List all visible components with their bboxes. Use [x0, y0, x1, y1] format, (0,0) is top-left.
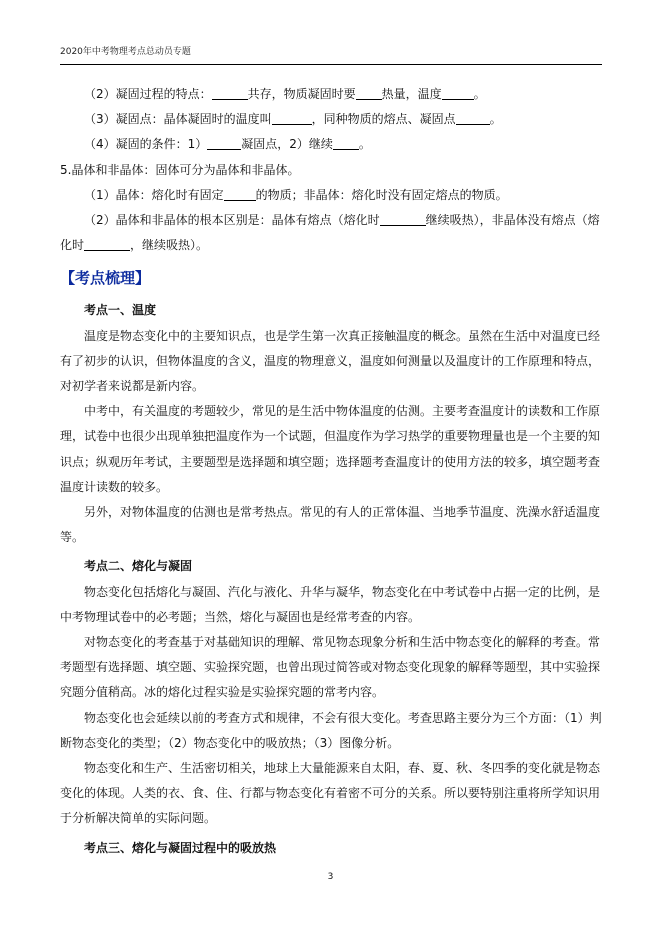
- fill-line-crystal-difference: [60, 208, 605, 258]
- text-segment: 。: [358, 137, 371, 152]
- text-segment: （2）凝固过程的特点：: [84, 87, 212, 101]
- fill-line-crystal-definition: [60, 183, 605, 208]
- answer-blank: [380, 211, 426, 226]
- answer-blank: [456, 110, 490, 125]
- topic-paragraph: 物态变化和生产、生活密切相关，地球上大量能源来自太阳，春、夏、秋、冬四季的变化就是物态变化的体现。人类的衣、食、住、行都与物态变化有着密不可分的关系。所以要特别注重将所学知识用于分析解决简单的实际问题。: [60, 761, 601, 826]
- topic-paragraph: 中考中，有关温度的考题较少，常见的是生活中物体温度的估测。主要考查温度计的读数和工作原理，试卷中也很少出现单独把温度作为一个试题，但温度作为学习热学的重要物理量也是一个主要的知识点；纵观历年考试，主要题型是选择题和填空题；选择题考查温度计的使用方法的较多，填空题考查温度计读数的较多。: [60, 404, 601, 494]
- document-body: [60, 82, 605, 861]
- text-segment: ，同种物质的熔点、凝固点: [311, 112, 456, 127]
- page-header: 2020年中考物理考点总动员专题: [60, 47, 191, 57]
- answer-blank: [272, 110, 312, 125]
- topic-paragraph: 对物态变化的考查基于对基础知识的理解、常见物态现象分析和生活中物态变化的解释的考查。常考题型有选择题、填空题、实验探究题，也曾出现过简答或对物态变化现象的解释等题型，其中实验探究题分值稍高。冰的熔化过程实验是实验探究题的常考内容。: [60, 635, 601, 700]
- text-segment: （2）晶体和非晶体的根本区别是：晶体有熔点（熔化时: [84, 213, 380, 228]
- text-segment: 。: [489, 112, 502, 127]
- topic-heading: 考点三、熔化与凝固过程中的吸放热: [84, 840, 277, 855]
- header-divider: [60, 64, 602, 65]
- topic-paragraph: 另外，对物体温度的估测也是常考热点。常见的有人的正常体温、当地季节温度、洗澡水舒适温度等。: [60, 505, 601, 545]
- fill-line-solidification-conditions: [60, 132, 605, 157]
- fill-line-freezing-point: [60, 107, 605, 132]
- text-segment: 。: [473, 87, 486, 101]
- topic-paragraph: 物态变化也会延续以前的考查方式和规律，不会有很大变化。考查思路主要分为三个方面：（1）判断物态变化的类型；（2）物态变化中的吸放热；（3）图像分析。: [60, 710, 602, 750]
- answer-blank: [207, 135, 241, 150]
- fill-line-crystal-types: 5.晶体和非晶体：固体可分为晶体和非晶体。: [60, 162, 300, 177]
- answer-blank: [442, 85, 474, 100]
- text-segment: （3）凝固点：晶体凝固时的温度叫: [84, 112, 272, 127]
- text-segment: （1）晶体：熔化时有固定: [84, 187, 224, 202]
- text-segment: 凝固点，2）继续: [241, 137, 333, 152]
- topic-paragraph: 温度是物态变化中的主要知识点，也是学生第一次真正接触温度的概念。虽然在生活中对温度已经有了初步的认识，但物体温度的含义，温度的物理意义，温度如何测量以及温度计的工作原理和特点，对初学者来说都是新内容。: [60, 328, 601, 394]
- fill-line-solidification-features: [60, 82, 605, 107]
- page-number: 3: [327, 872, 334, 882]
- text-segment: 继续吸热），非晶体没有熔点（熔化时: [60, 213, 600, 253]
- text-segment: 共存，物质凝固时要: [247, 87, 356, 101]
- answer-blank: [333, 135, 359, 150]
- section-title: 【考点梳理】: [60, 269, 151, 288]
- text-segment: （4）凝固的条件：1）: [84, 137, 208, 152]
- answer-blank: [212, 85, 248, 100]
- answer-blank: [224, 186, 256, 201]
- topic-paragraph: 物态变化包括熔化与凝固、汽化与液化、升华与凝华，物态变化在中考试卷中占据一定的比例，是中考物理试卷中的必考题；当然，熔化与凝固也是经常考查的内容。: [60, 584, 601, 624]
- answer-blank: [356, 85, 382, 100]
- text-segment: 的物质；非晶体：熔化时没有固定熔点的物质。: [255, 187, 508, 202]
- text-segment: ，继续吸热）。: [130, 238, 209, 253]
- topic-heading: 考点一、温度: [84, 303, 157, 318]
- text-segment: 热量，温度: [381, 87, 442, 101]
- topic-heading: 考点二、熔化与凝固: [84, 559, 193, 574]
- answer-blank: [84, 236, 130, 251]
